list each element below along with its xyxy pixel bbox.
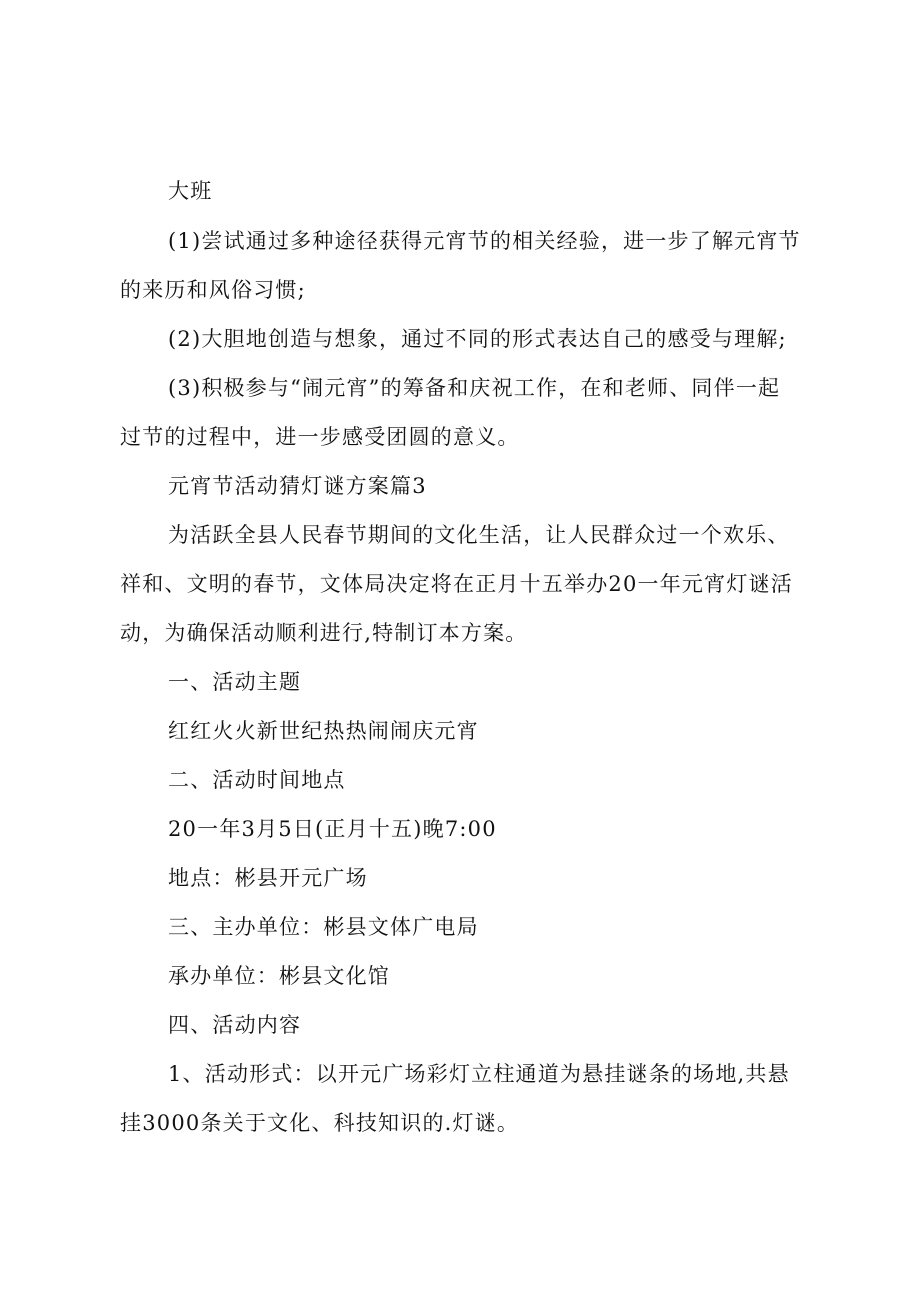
paragraph-line: 大班 (168, 179, 213, 203)
paragraph-line: 地点：彬县开元广场 (168, 866, 368, 890)
paragraph-line: 过节的过程中，进一步感受团圆的意义。 (120, 425, 520, 449)
paragraph-line: 的来历和风俗习惯; (120, 278, 306, 302)
section-heading: 一、活动主题 (168, 670, 302, 694)
section-heading: 四、活动内容 (168, 1013, 302, 1037)
paragraph-line: (2)大胆地创造与想象，通过不同的形式表达自己的感受与理解; (168, 327, 787, 351)
paragraph-line: 为活跃全县人民春节期间的文化生活，让人民群众过一个欢乐、 (168, 523, 790, 547)
paragraph-line: 红红火火新世纪热热闹闹庆元宵 (168, 719, 479, 743)
paragraph-line: (1)尝试通过多种途径获得元宵节的相关经验，进一步了解元宵节 (168, 229, 801, 253)
section-heading: 二、活动时间地点 (168, 768, 346, 792)
section-heading: 三、主办单位：彬县文体广电局 (168, 915, 479, 939)
paragraph-line: 1、活动形式：以开元广场彩灯立柱通道为悬挂谜条的场地,共悬 (168, 1062, 790, 1086)
paragraph-line: 动，为确保活动顺利进行,特制订本方案。 (120, 621, 528, 645)
paragraph-line: 承办单位：彬县文化馆 (168, 964, 390, 988)
paragraph-line: (3)积极参与“闹元宵”的筹备和庆祝工作，在和老师、同伴一起 (168, 376, 781, 400)
paragraph-line: 祥和、文明的春节，文体局决定将在正月十五举办20一年元宵灯谜活 (120, 572, 793, 596)
section-heading: 元宵节活动猜灯谜方案篇3 (168, 474, 427, 498)
paragraph-line: 挂3000条关于文化、科技知识的.灯谜。 (120, 1111, 520, 1135)
paragraph-line: 20一年3月5日(正月十五)晚7:00 (168, 817, 497, 841)
